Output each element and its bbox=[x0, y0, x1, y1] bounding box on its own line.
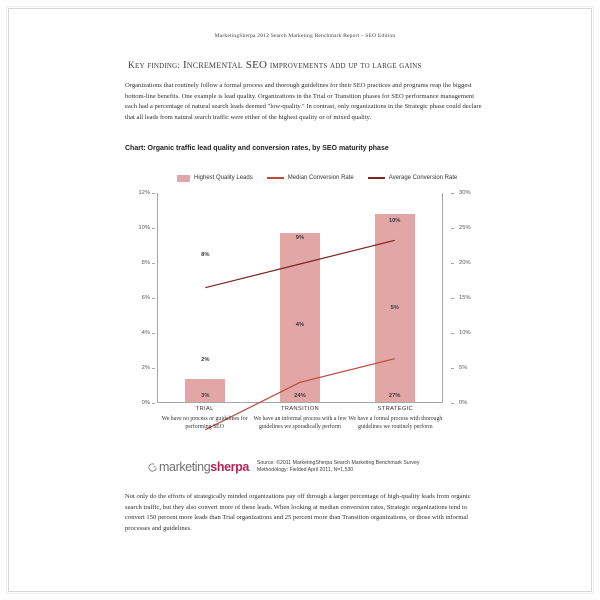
bar-value-label: 3% bbox=[201, 393, 210, 399]
line-value-label: 9% bbox=[295, 235, 305, 242]
right-axis bbox=[451, 190, 485, 406]
x-axis-category-description: We have a formal process with thorough guidelines we routinely perform bbox=[348, 415, 443, 431]
key-finding-emphasis: Incremental SEO bbox=[182, 59, 268, 71]
left-axis-tick-label: 8% bbox=[141, 260, 150, 266]
axis-tick-mark bbox=[451, 298, 454, 299]
x-axis-category bbox=[348, 405, 443, 432]
x-axis-category-description: We have no process or guidelines for performing SEO bbox=[161, 415, 248, 431]
axis-tick-mark bbox=[152, 333, 155, 334]
axis-tick-mark bbox=[451, 228, 454, 229]
chart-title: Chart: Organic traffic lead quality and conversion rates, by SEO maturity phase bbox=[125, 145, 389, 152]
right-axis-tick-label: 10% bbox=[459, 330, 471, 336]
axis-tick-mark bbox=[152, 368, 155, 369]
chart bbox=[125, 165, 485, 455]
axis-tick-mark bbox=[152, 298, 155, 299]
axis-tick-mark bbox=[152, 263, 155, 264]
swirl-icon bbox=[147, 462, 158, 473]
x-axis-category-name: TRANSITION bbox=[280, 406, 320, 412]
x-axis-category bbox=[157, 405, 252, 432]
right-axis-tick-label: 30% bbox=[459, 190, 471, 196]
left-axis-tick-label: 4% bbox=[141, 330, 150, 336]
x-axis-category-description: We have an informal process with a few guidelines we sporadically perform bbox=[253, 415, 347, 431]
left-axis-tick-label: 0% bbox=[141, 400, 150, 406]
source-row bbox=[147, 460, 487, 475]
legend-line-icon-average bbox=[368, 177, 385, 179]
logo-wordmark bbox=[159, 460, 249, 474]
line-value-label: 10% bbox=[388, 217, 401, 224]
logo-word-sherpa: sherpa bbox=[210, 460, 249, 475]
left-axis-tick-label: 12% bbox=[138, 190, 150, 196]
axis-tick-mark bbox=[152, 228, 155, 229]
axis-tick-mark bbox=[451, 263, 454, 264]
bar-value-label: 24% bbox=[294, 393, 306, 399]
x-axis-category bbox=[252, 405, 347, 432]
axis-tick-mark bbox=[152, 403, 155, 404]
x-axis-category-name: TRIAL bbox=[195, 406, 214, 412]
x-axis-categories bbox=[157, 405, 443, 432]
axis-tick-mark bbox=[451, 403, 454, 404]
marketingsherpa-logo bbox=[147, 460, 249, 474]
closing-paragraph: Not only do the efforts of strategically minded organizations pay off through a larger percentage of high-quality leads from organic search traffic, but they also convert more of these leads. When looking at median conversion rates, Strategic organizations tend to convert 150 percent more leads than Trial organizations and 25 percent more than Transition organizations, or those with informal processes and guidelines. bbox=[125, 493, 471, 532]
legend-item-average bbox=[368, 175, 458, 181]
legend-swatch-icon bbox=[177, 175, 190, 182]
legend-label-average-conversion-rate: Average Conversion Rate bbox=[388, 175, 458, 181]
legend-line-icon-median bbox=[267, 177, 284, 179]
logo-word-marketing: marketing bbox=[159, 460, 211, 475]
bar-value-label: 27% bbox=[388, 393, 401, 399]
x-axis-category-name: STRATEGIC bbox=[377, 406, 414, 412]
axis-tick-mark bbox=[451, 368, 454, 369]
left-axis-tick-label: 2% bbox=[141, 365, 150, 371]
legend-label-median-conversion-rate: Median Conversion Rate bbox=[287, 175, 354, 181]
right-axis-tick-label: 25% bbox=[459, 225, 471, 231]
line-value-label: 5% bbox=[390, 304, 399, 311]
key-finding-lead: Key finding: bbox=[128, 61, 181, 71]
right-axis-tick-label: 15% bbox=[459, 295, 471, 301]
legend-item-median bbox=[267, 175, 354, 181]
left-axis bbox=[125, 190, 155, 406]
right-axis-tick-label: 20% bbox=[459, 260, 471, 266]
line-value-label: 8% bbox=[201, 252, 210, 259]
plot-area bbox=[157, 193, 443, 403]
intro-paragraph: Organizations that routinely follow a formal process and thorough guidelines for their SEO practices and programs reap the biggest bottom-line benefits. One example is lead quality. Organizations in the Trial or Transition phases for SEO performance management each had a percentage of natural search leads deemed "low-quality." In contrast, only organizations in the Strategic phase could declare that all leads from natural search traffic were either of the highest quality or of mixed quality. bbox=[125, 82, 482, 121]
left-axis-tick-label: 6% bbox=[141, 295, 150, 301]
running-head: MarketingSherpa 2012 Search Marketing Benchmark Report – SEO Edition bbox=[214, 33, 396, 39]
line-value-label: 4% bbox=[295, 322, 305, 329]
legend-label-highest-quality-leads: Highest Quality Leads bbox=[194, 175, 253, 181]
right-axis-tick-label: 0% bbox=[459, 400, 468, 406]
axis-tick-mark bbox=[152, 193, 155, 194]
right-axis-tick-label: 5% bbox=[459, 365, 468, 371]
axis-tick-mark bbox=[451, 193, 454, 194]
source-line-1: Source: ©2011 MarketingSherpa Search Marketing Benchmark Survey bbox=[256, 460, 420, 466]
key-finding-rest: improvements add up to large gains bbox=[269, 61, 422, 71]
axis-tick-mark bbox=[451, 333, 454, 334]
source-line-2: Methodology: Fielded April 2011, N=1,530 bbox=[256, 467, 354, 474]
chart-legend bbox=[177, 171, 485, 185]
source-note bbox=[257, 460, 420, 475]
key-finding-heading bbox=[128, 59, 488, 71]
left-axis-tick-label: 10% bbox=[138, 225, 150, 231]
line-labels-layer bbox=[158, 193, 442, 402]
line-value-label: 2% bbox=[201, 356, 210, 363]
legend-item-bars bbox=[177, 175, 253, 182]
